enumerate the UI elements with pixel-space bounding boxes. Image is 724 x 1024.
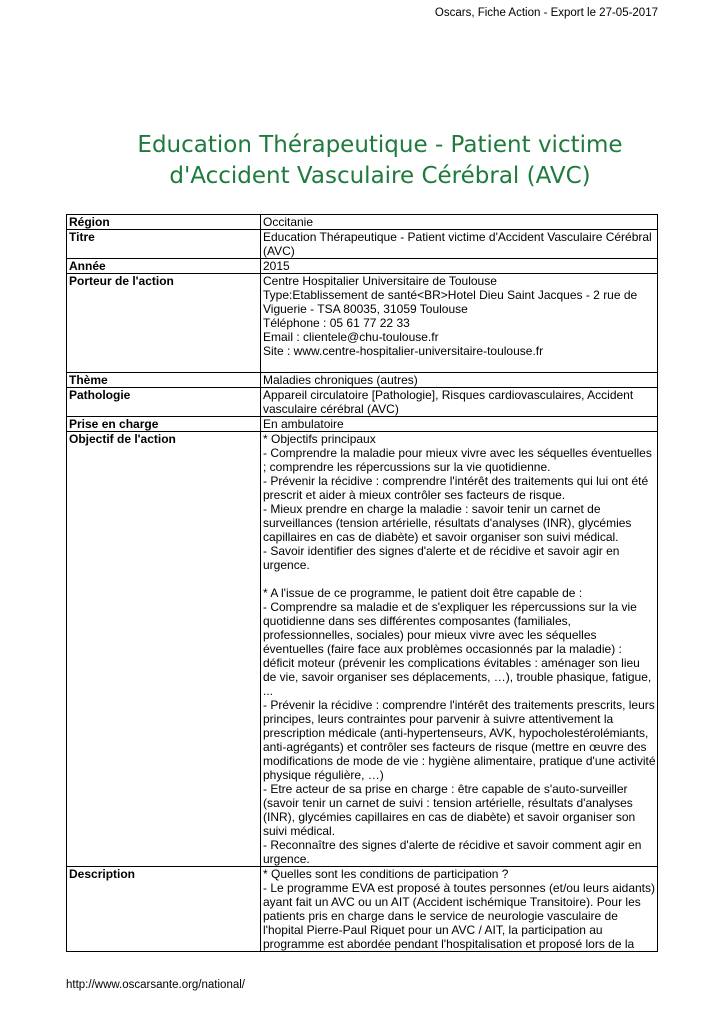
row-pathologie	[67, 388, 658, 417]
objectif-item: - Savoir identifier des signes d'alerte et de récidive et savoir agir en urgence.	[263, 544, 620, 572]
page-title	[80, 130, 680, 192]
porteur-spacer	[263, 358, 656, 372]
description-heading: * Quelles sont les conditions de participation ?	[263, 867, 509, 881]
objectif-item: - Prévenir la récidive : comprendre l'intérêt des traitements qui lui ont été prescrit et aider à mieux contrôler ses facteurs de risque.	[263, 474, 649, 502]
row-theme	[67, 373, 658, 388]
label-porteur: Porteur de l'action	[67, 274, 261, 373]
value-prise-en-charge: En ambulatoire	[261, 417, 658, 432]
row-prise-en-charge	[67, 417, 658, 432]
objectif-outcome: - Comprendre sa maladie et de s'expliquer les répercussions sur la vie quotidienne dans ses différentes composantes (familiales, professionnelles, sociales) pour mieux vivre avec les séquelles éventuelles (faire face aux problèmes occasionnés par la maladie) : déficit moteur (prévenir les complications évitables : aménager son lieu de vie, savoir organiser ses déplacements, …), trouble phasique, fatigue, ...	[263, 600, 652, 698]
row-porteur	[67, 274, 658, 373]
label-theme: Thème	[67, 373, 261, 388]
value-description	[261, 867, 658, 952]
row-annee	[67, 259, 658, 274]
objectif-outcome: - Reconnaître des signes d'alerte de récidive et savoir comment agir en urgence.	[263, 838, 642, 866]
label-objectif: Objectif de l'action	[67, 432, 261, 867]
objectif-spacer	[263, 572, 656, 586]
row-description	[67, 867, 658, 952]
porteur-type-address: Type:Etablissement de santé<BR>Hotel Dieu Saint Jacques - 2 rue de Viguerie - TSA 80035, 31059 Toulouse	[263, 288, 638, 316]
value-objectif	[261, 432, 658, 867]
objectif-item: - Mieux prendre en charge la maladie : savoir tenir un carnet de surveillances (tension artérielle, résultats d'analyses (INR), glycémies capillaires en cas de diabète) et savoir organiser son suivi médical.	[263, 502, 632, 544]
porteur-email: Email : clientele@chu-toulouse.fr	[263, 330, 439, 344]
objectif-heading-outcomes: * A l'issue de ce programme, le patient doit être capable de :	[263, 586, 583, 600]
porteur-website: Site : www.centre-hospitalier-universitaire-toulouse.fr	[263, 344, 544, 358]
value-region: Occitanie	[261, 215, 658, 230]
objectif-item: - Comprendre la maladie pour mieux vivre avec les séquelles éventuelles ; comprendre les répercussions sur la vie quotidienne.	[263, 446, 652, 474]
objectif-outcome: - Etre acteur de sa prise en charge : être capable de s'auto-surveiller (savoir tenir un carnet de suivi : tension artérielle, résultats d'analyses (INR), glycémies capillaires en cas de diabète) et savoir organiser son suivi médical.	[263, 782, 636, 838]
objectif-heading-main: * Objectifs principaux	[263, 432, 376, 446]
value-theme: Maladies chroniques (autres)	[261, 373, 658, 388]
label-region: Région	[67, 215, 261, 230]
footer-url: http://www.oscarsante.org/national/	[66, 979, 245, 991]
title-line-2: d'Accident Vasculaire Cérébral (AVC)	[169, 163, 591, 189]
label-annee: Année	[67, 259, 261, 274]
label-titre: Titre	[67, 230, 261, 259]
row-region	[67, 215, 658, 230]
porteur-phone: Téléphone : 05 61 77 22 33	[263, 316, 410, 330]
value-porteur	[261, 274, 658, 373]
description-text: - Le programme EVA est proposé à toutes personnes (et/ou leurs aidants) ayant fait un AVC ou un AIT (Accident ischémique Transitoire). Pour les patients pris en charge dans le service de neurologie vasculaire de l'hopital Pierre-Paul Riquet pour un AVC / AIT, la participation au programme est abordée pendant l'hospitalisation et proposé lors de la	[263, 881, 655, 951]
value-pathologie: Appareil circulatoire [Pathologie], Risques cardiovasculaires, Accident vasculaire cérébral (AVC)	[261, 388, 658, 417]
label-pathologie: Pathologie	[67, 388, 261, 417]
row-titre	[67, 230, 658, 259]
objectif-outcome: - Prévenir la récidive : comprendre l'intérêt des traitements prescrits, leurs principes, leurs contraintes pour parvenir à suivre attentivement la prescription médicale (anti-hypertenseurs, AVK, hypocholestérolémiants, anti-agrégants) et contrôler ses facteurs de risque (mettre en œuvre des modifications de mode de vie : hygiène alimentaire, pratique d'une activité physique régulière, …)	[263, 698, 656, 782]
export-header: Oscars, Fiche Action - Export le 27-05-2017	[434, 7, 658, 19]
value-annee: 2015	[261, 259, 658, 274]
row-objectif	[67, 432, 658, 867]
title-line-1: Education Thérapeutique - Patient victime	[137, 132, 623, 158]
porteur-name: Centre Hospitalier Universitaire de Toulouse	[263, 274, 497, 288]
value-titre: Education Thérapeutique - Patient victime d'Accident Vasculaire Cérébral (AVC)	[261, 230, 658, 259]
label-prise-en-charge: Prise en charge	[67, 417, 261, 432]
label-description: Description	[67, 867, 261, 952]
action-sheet-table	[66, 214, 658, 952]
